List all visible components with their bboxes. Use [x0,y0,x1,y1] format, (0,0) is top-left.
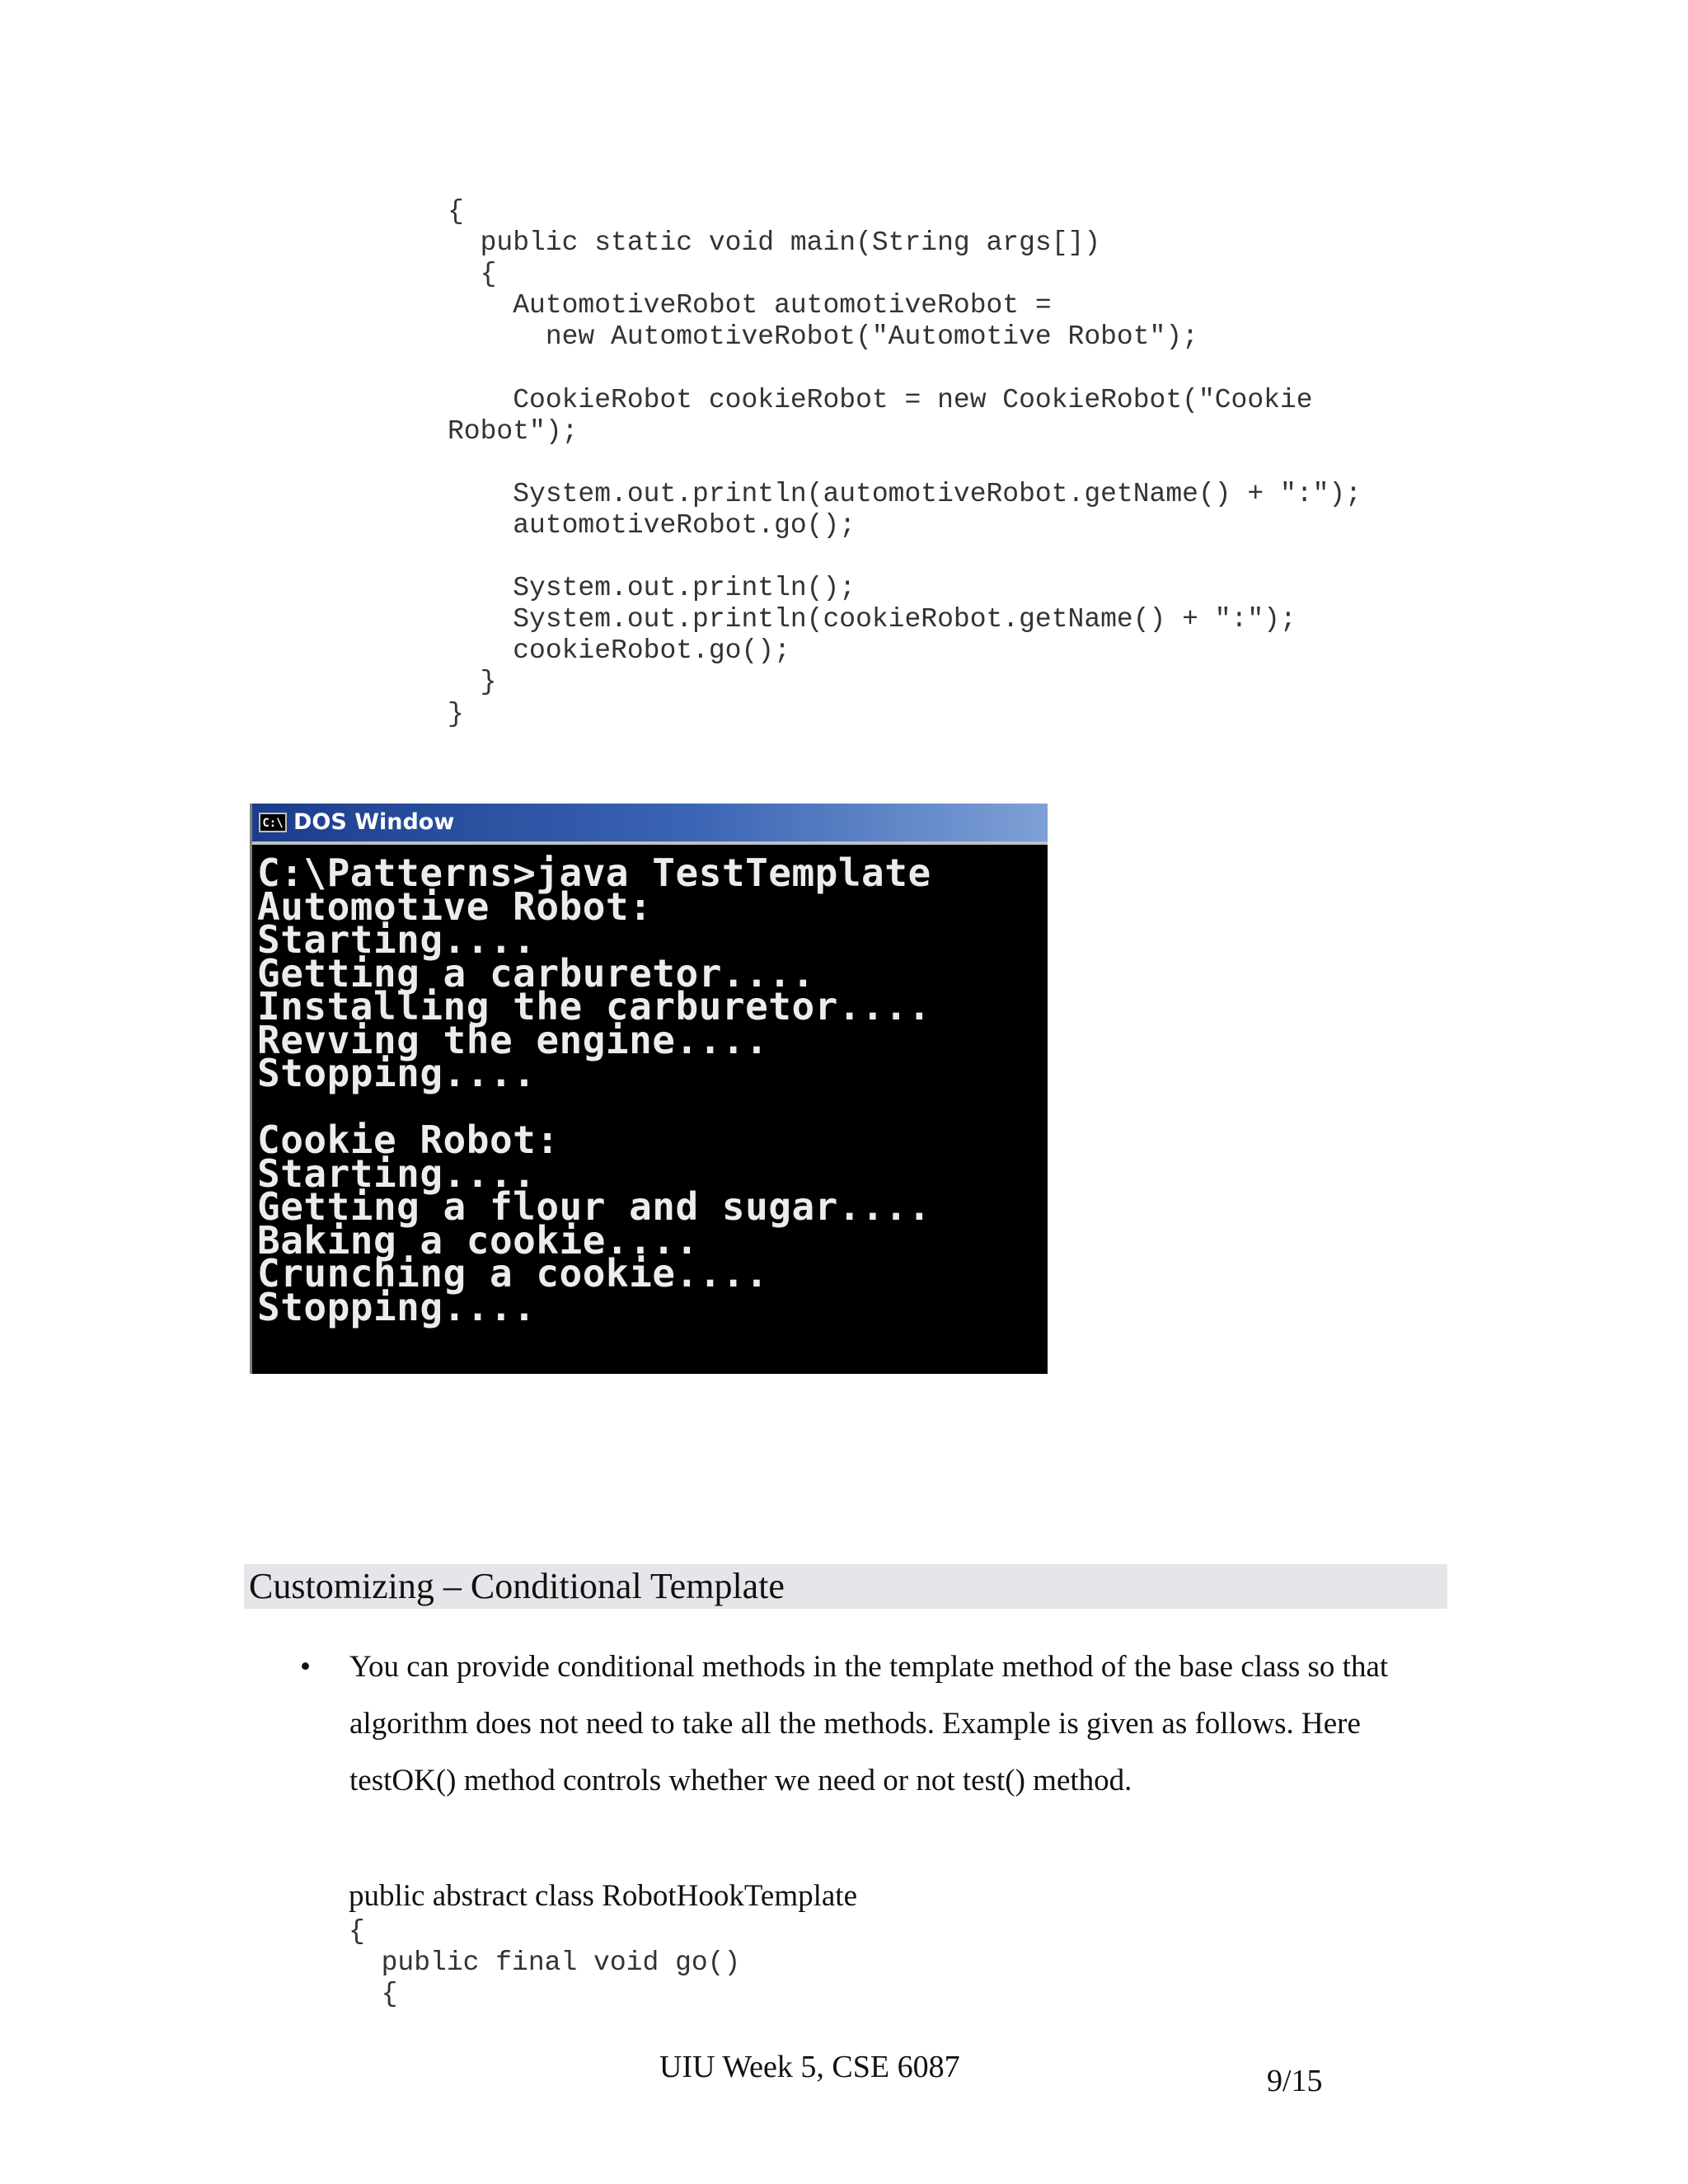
section-heading: Customizing – Conditional Template [244,1564,1447,1609]
dos-title-bar [252,804,1048,845]
bullet-icon: • [300,1650,311,1684]
dos-window [250,804,1048,1374]
list-item [297,1638,1451,1809]
command-prompt-icon: C:\ [259,813,287,832]
code-block-go: { public final void go() { [349,1916,741,2009]
dos-console-output: C:\Patterns>java TestTemplate Automotive Robot: Starting.... Getting a carburetor.... Installing the carburetor.... Revving the engine.... Stopping.... Cookie Robot: Starting.... Getting a flour and sugar.... Baking a cookie.... Crunching a cookie.... Stopping.... [257,851,931,1329]
footer-page-number: 9/15 [1267,2064,1323,2098]
dos-window-title: DOS Window [293,809,455,835]
code-block-main: { public static void main(String args[]) { AutomotiveRobot automotiveRobot = new AutomotiveRobot("Automotive Robot"); CookieRobot cookieRobot = new CookieRobot("Cookie Robot"); System.out.println(automotiveRobot.getName() + ":"); automotiveRobot.go(); System.out.println(); System.out.println(cookieRobot.getName() + ":"); cookieRobot.go(); } } [448,196,1362,729]
class-declaration: public abstract class RobotHookTemplate [349,1879,858,1913]
bullet-text: You can provide conditional methods in the template method of the base class so that algorithm does not need to take all the methods. Example is given as follows. Here testOK() method controls whether we need or not test() method. [349,1650,1389,1797]
bullet-list [297,1638,1451,1809]
footer-course-label: UIU Week 5, CSE 6087 [659,2050,960,2084]
